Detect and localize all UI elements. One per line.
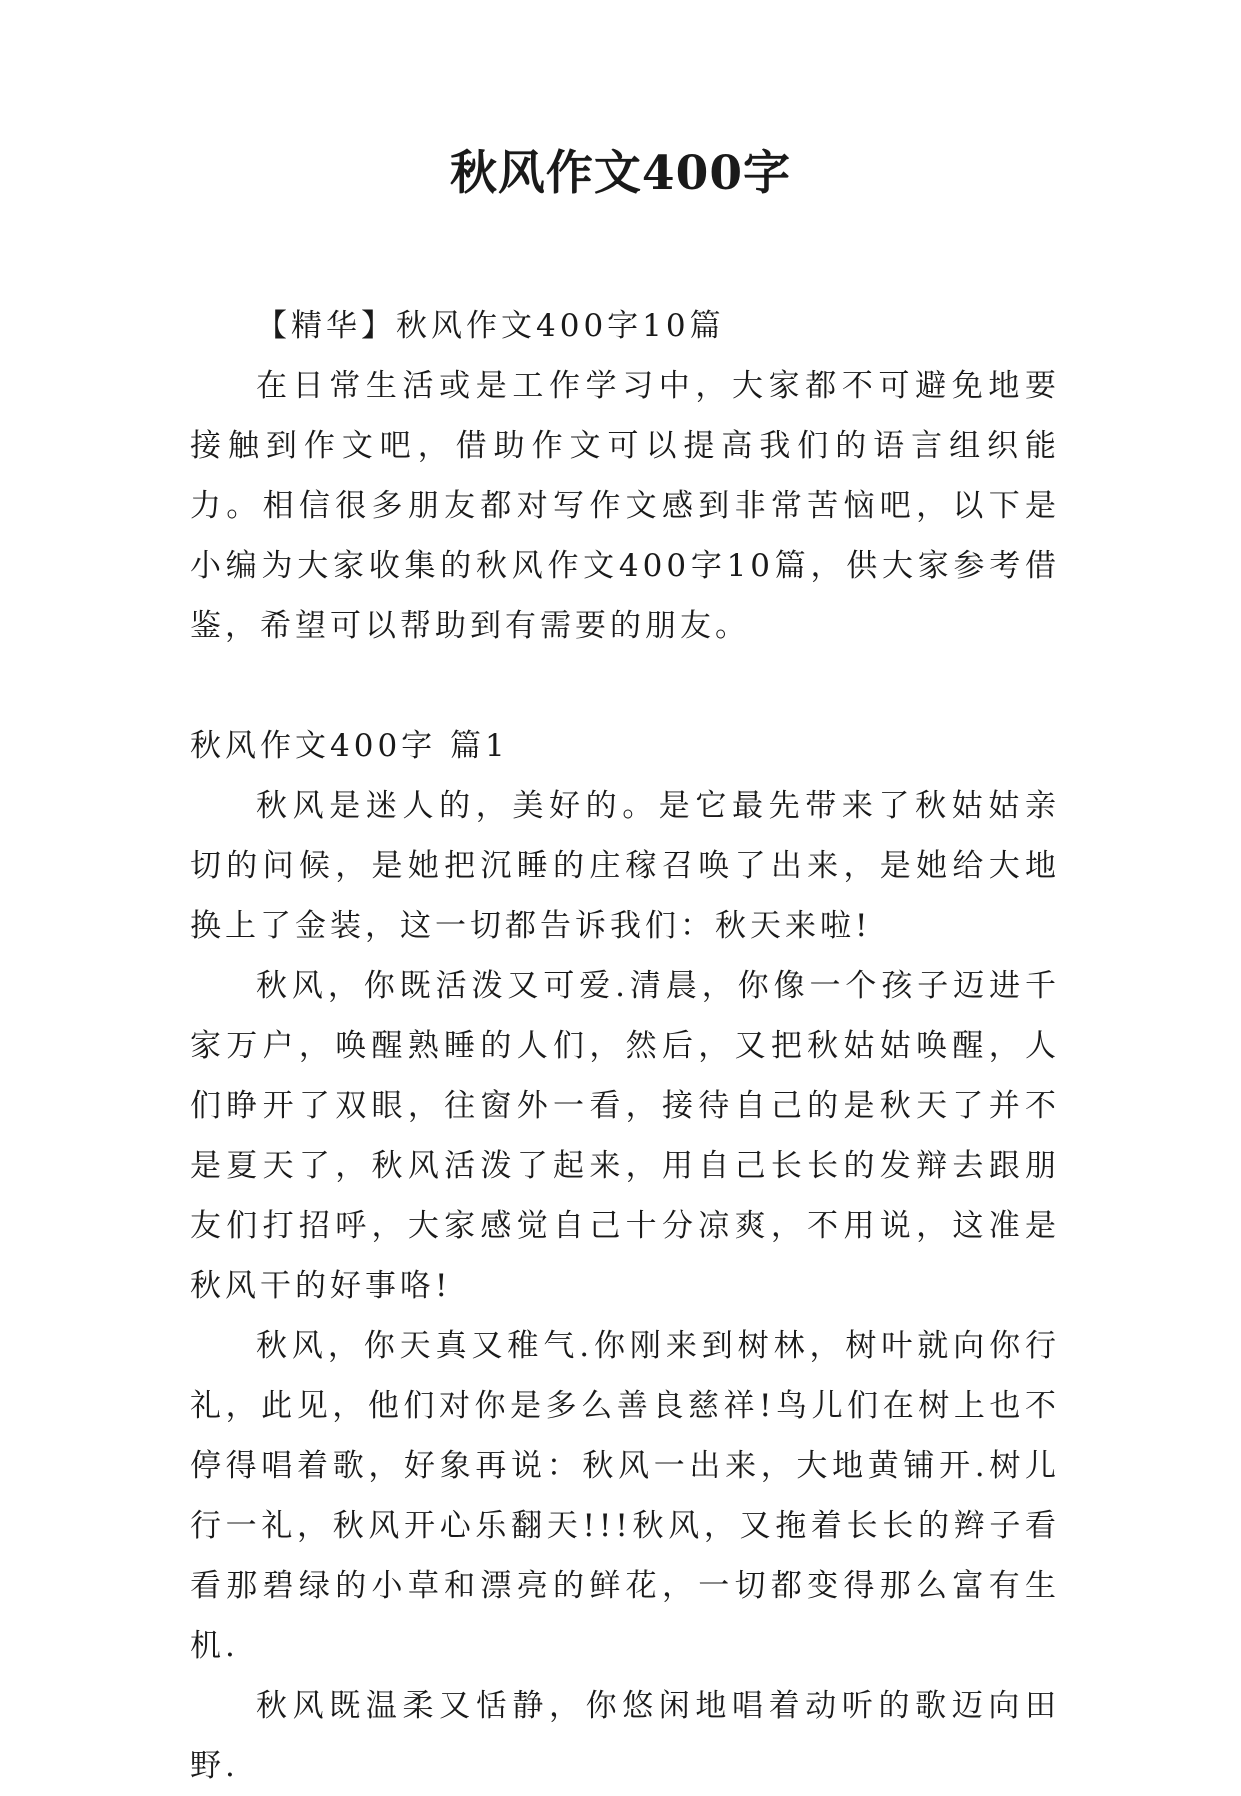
section-spacer — [190, 656, 1060, 716]
document-title: 秋风作文400字 — [449, 146, 792, 201]
intro-heading: 【精华】秋风作文400字10篇 — [256, 308, 725, 344]
body-paragraph: 秋风，你天真又稚气.你刚来到树林，树叶就向你行礼，此见，他们对你是多么善良慈祥!鸟儿们在树上也不停得唱着歌，好象再说：秋风一出来，大地黄铺开.树儿行一礼，秋风开心乐翻天!!!秋风，又拖着长长的辫子看看那碧绿的小草和漂亮的鲜花，一切都变得那么富有生机. — [190, 1328, 1060, 1664]
body-paragraph: 秋风，你既活泼又可爱.清晨，你像一个孩子迈进千家万户，唤醒熟睡的人们，然后，又把秋姑姑唤醒，人们睁开了双眼，往窗外一看，接待自己的是秋天了并不是夏天了，秋风活泼了起来，用自己长长的发辩去跟朋友们打招呼，大家感觉自己十分凉爽，不用说，这准是秋风干的好事咯! — [190, 968, 1060, 1304]
body-paragraph: 秋风是迷人的，美好的。是它最先带来了秋姑姑亲切的问候，是她把沉睡的庄稼召唤了出来，是她给大地换上了金装，这一切都告诉我们：秋天来啦! — [190, 788, 1060, 944]
document-body — [190, 296, 1060, 1796]
body-paragraph: 秋风既温柔又恬静，你悠闲地唱着动听的歌迈向田野. — [190, 1688, 1060, 1784]
section-heading: 秋风作文400字 篇1 — [190, 728, 509, 764]
intro-paragraph: 在日常生活或是工作学习中，大家都不可避免地要接触到作文吧，借助作文可以提高我们的语言组织能力。相信很多朋友都对写作文感到非常苦恼吧，以下是小编为大家收集的秋风作文400字10篇，供大家参考借鉴，希望可以帮助到有需要的朋友。 — [190, 368, 1060, 644]
